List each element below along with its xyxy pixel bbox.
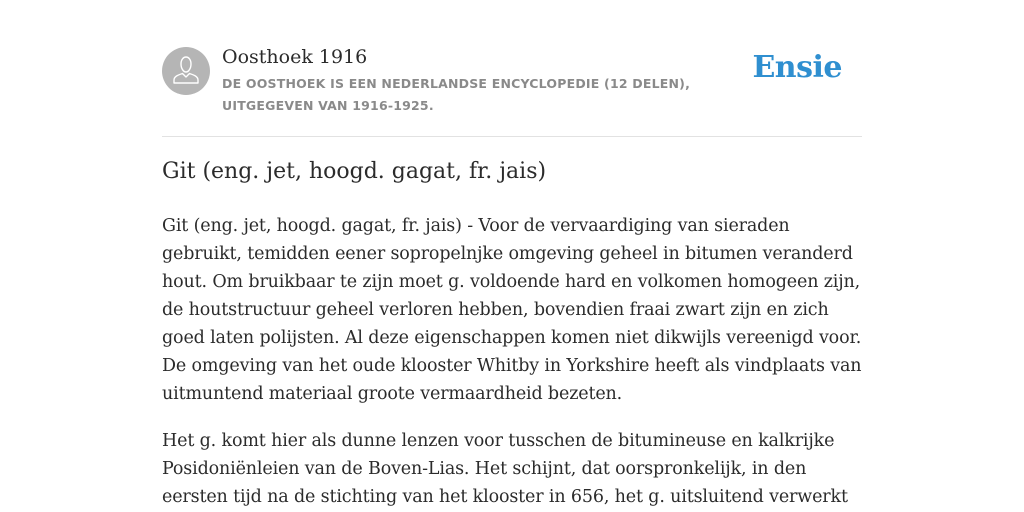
article-paragraph: Git (eng. jet, hoogd. gagat, fr. jais) - Voor de vervaardiging van sieraden gebruikt, temidden eener sopropelnjke omgeving geheel in bitumen veranderd hout. Om bruikbaar te zijn moet g. voldoende hard en volkomen homogeen zijn, de houtstructuur geheel verloren hebben, bovendien fraai zwart zijn en zich goed laten polijsten. Al deze eigenschappen komen niet dikwijls vereenigd voor. De omgeving van het oude klooster Whitby in Yorkshire heeft als vindplaats van uitmuntend materiaal groote vermaardheid bezeten.: [162, 216, 862, 404]
source-avatar[interactable]: [162, 47, 210, 95]
user-silhouette-icon: [162, 47, 210, 95]
article-title: Git (eng. jet, hoogd. gagat, fr. jais): [162, 159, 547, 184]
article-body: [162, 212, 862, 512]
source-title[interactable]: Oosthoek 1916: [222, 46, 368, 68]
source-header: [162, 0, 862, 137]
article-paragraph: Het g. komt hier als dunne lenzen voor tusschen de bitumineuse en kalkrijke Posidoniënleien van de Boven-Lias. Het schijnt, dat oorspronkelijk, in den eersten tijd na de stichting van het klooster in 656, het g. uitsluitend verwerkt: [162, 431, 848, 507]
source-description: DE OOSTHOEK IS EEN NEDERLANDSE ENCYCLOPEDIE (12 DELEN), UITGEGEVEN VAN 1916-1925.: [222, 76, 691, 113]
ensie-logo[interactable]: Ensie: [752, 50, 842, 85]
page: [162, 0, 862, 512]
